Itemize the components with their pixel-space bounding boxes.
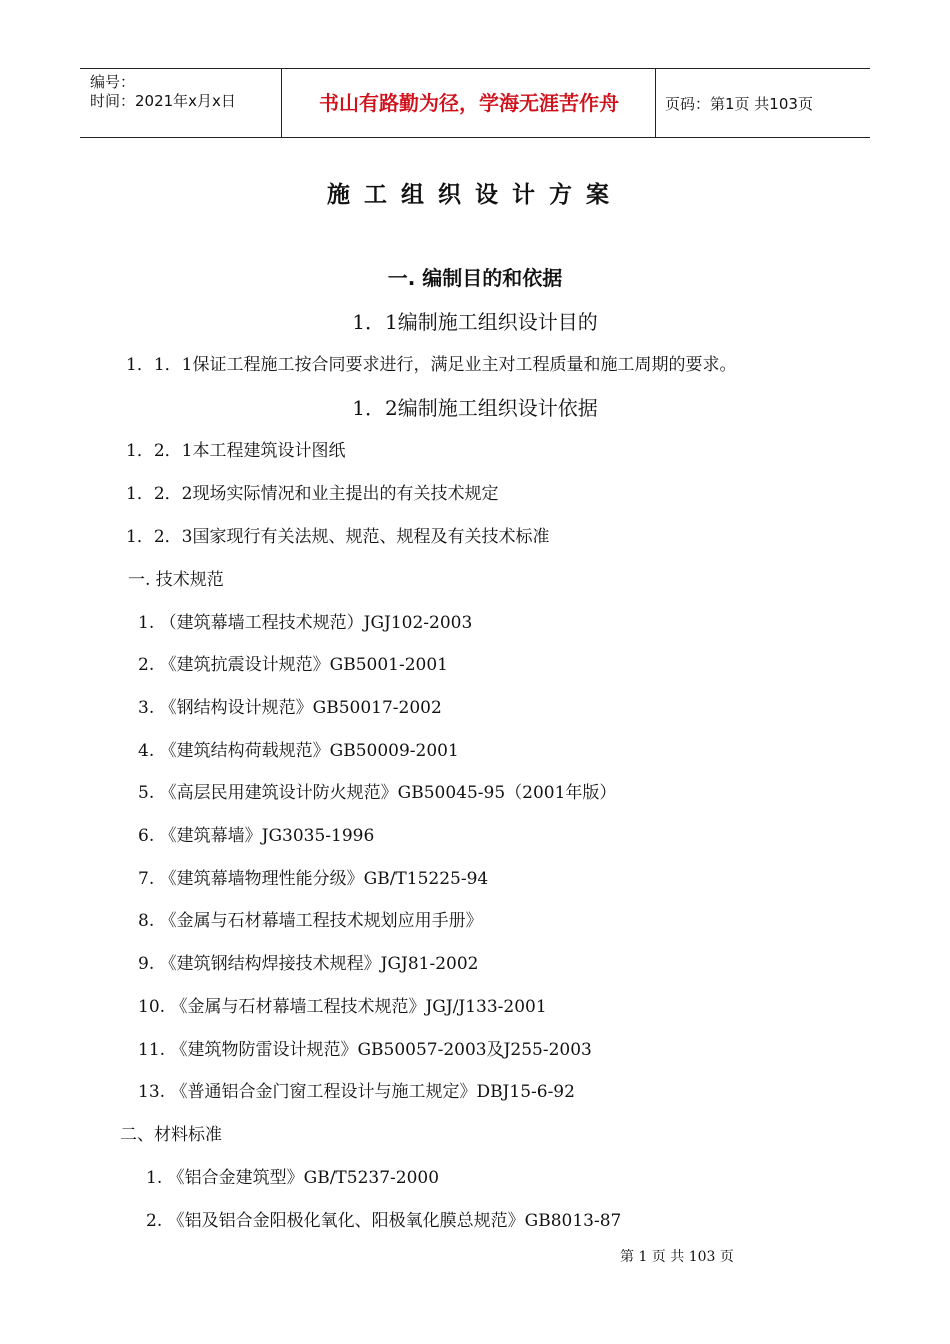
section-heading: 一. 编制目的和依据 [387,266,563,290]
list-item: 8. 《金属与石材幕墙工程技术规划应用手册》 [138,911,483,931]
list-item: 2. 《建筑抗震设计规范》GB5001-2001 [138,655,448,675]
list-item: 7. 《建筑幕墙物理性能分级》GB/T15225-94 [138,869,489,889]
clause-item: 1．2．3国家现行有关法规、规范、规程及有关技术标准 [126,527,550,547]
list-item: 10. 《金属与石材幕墙工程技术规范》JGJ/J133-2001 [138,997,547,1017]
header-motto: 书山有路勤为径，学海无涯苦作舟 [319,91,619,115]
header-table [80,68,870,138]
list-item: 1. （建筑幕墙工程技术规范）JGJ102-2003 [138,613,473,633]
list-item: 11. 《建筑物防雷设计规范》GB50057-2003及J255-2003 [138,1040,592,1060]
list-item: 4. 《建筑结构荷载规范》GB50009-2001 [138,741,459,761]
list-item: 9. 《建筑钢结构焊接技术规程》JGJ81-2002 [138,954,479,974]
list-item: 13. 《普通铝合金门窗工程设计与施工规定》DBJ15-6-92 [138,1082,575,1102]
page-footer: 第 1 页 共 103 页 [620,1249,734,1265]
document-title: 施工组织设计方案 [327,182,623,208]
clause-item: 1．2．2现场实际情况和业主提出的有关技术规定 [126,484,499,504]
subsection-heading: 1．2编制施工组织设计依据 [352,396,598,420]
subsection-heading: 1．1编制施工组织设计目的 [352,310,598,334]
list-item: 2. 《铝及铝合金阳极化氧化、阳极氧化膜总规范》GB8013-87 [146,1211,622,1231]
doc-date: 时间：2021年x月x日 [90,92,236,110]
clause-item: 1．1．1保证工程施工按合同要求进行，满足业主对工程质量和施工周期的要求。 [126,355,737,375]
doc-number-label: 编号： [90,73,136,91]
list-heading-tech: 一. 技术规范 [128,570,224,590]
list-item: 3. 《钢结构设计规范》GB50017-2002 [138,698,442,718]
header-divider [281,69,282,137]
list-heading-material: 二、材料标准 [120,1125,222,1145]
header-divider [655,69,656,137]
header-page-info: 页码：第1页 共103页 [665,95,813,113]
list-item: 6. 《建筑幕墙》JG3035-1996 [138,826,375,846]
list-item: 1. 《铝合金建筑型》GB/T5237-2000 [146,1168,440,1188]
list-item: 5. 《高层民用建筑设计防火规范》GB50045-95（2001年版） [138,783,617,803]
header-meta [90,73,236,111]
clause-item: 1．2．1本工程建筑设计图纸 [126,441,346,461]
